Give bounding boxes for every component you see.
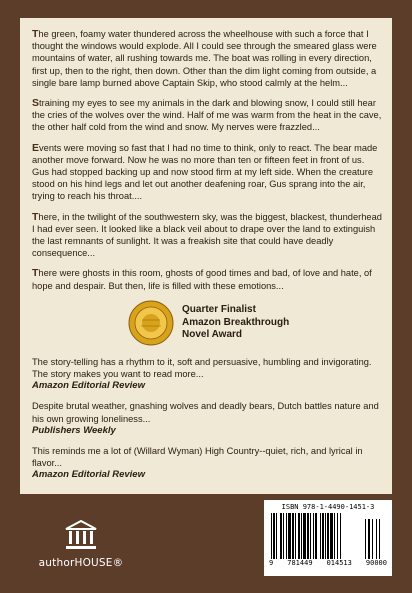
- excerpt-paragraphs: [32, 28, 382, 292]
- review-quote: [32, 356, 382, 393]
- barcode-digit-first: 9: [269, 559, 274, 567]
- excerpt-text: here were ghosts in this room, ghosts of good times and bad, of love and hate, of hope and despair. But then, life is filled with these emotions...: [32, 268, 372, 291]
- publisher-name: authorHOUSE®: [38, 557, 124, 569]
- review-text: This reminds me a lot of (Willard Wyman) High Country--quiet, rich, and lyrical in flavor...: [32, 446, 363, 469]
- drop-cap: T: [32, 28, 39, 40]
- excerpt-paragraph: [32, 211, 382, 260]
- award-text: [182, 304, 289, 342]
- excerpt-text: training my eyes to see my animals in the dark and blowing snow, I could still hear the cries of the wolves over the wind. Half of me was warm from the heat in the cave, the other half cold from the wind and snow. My nerves were frazzled...: [32, 98, 382, 133]
- review-quote: [32, 400, 382, 437]
- isbn-label: ISBN 978-1-4490-1451-3: [281, 503, 375, 511]
- review-text: The story-telling has a rhythm to it, soft and persuasive, humbling and invigorating. The story makes you want to read more...: [32, 356, 372, 380]
- barcode-digits-right: 014513: [326, 559, 352, 567]
- excerpt-text: he green, foamy water thundered across the wheelhouse with such a force that I thought the windows would explode. All I could see through the smeared glass were mountains of water, all rushing towards me. The boat was rolling in every direction, first up, then to the right, then down. Other than the dim light coming from outside, a single bare lamp burned above Captain Skip, who stood calmly at the helm...: [32, 29, 377, 88]
- building-columns-icon: [64, 520, 98, 550]
- award-block: [128, 300, 382, 346]
- back-cover-text-panel: [20, 18, 392, 494]
- drop-cap: S: [32, 97, 40, 110]
- isbn-barcode: [264, 500, 392, 576]
- drop-cap: E: [32, 141, 40, 154]
- drop-cap: T: [32, 210, 39, 223]
- review-text: Despite brutal weather, gnashing wolves and deadly bears, Dutch battles nature and his own growing loneliness...: [32, 401, 379, 424]
- drop-cap: T: [32, 267, 39, 280]
- excerpt-paragraph: [32, 97, 382, 134]
- review-source: Publishers Weekly: [32, 424, 116, 436]
- barcode-digits: [269, 559, 387, 567]
- barcode-digits-mid: 781449: [287, 559, 313, 567]
- excerpt-paragraph: [32, 28, 382, 89]
- excerpt-text: vents were moving so fast that I had no time to think, only to react. The bear made another move forward. Now he was no more than ten or fifteen feet in front of us. Gus had stopped backing up and now stood firm at my left side. When the creature stood on his hind legs and let out another deafening roar, Gus sprang into the air, trying to reach his throat....: [32, 142, 378, 202]
- award-line-3: Novel Award: [182, 329, 243, 341]
- award-seal-icon: [128, 300, 174, 346]
- award-line-1: Quarter Finalist: [182, 304, 256, 316]
- excerpt-text: here, in the twilight of the southwestern sky, was the biggest, blackest, thunderhead I had ever seen. It looked like a black veil about to drape over the land to extinguish the last remnants of sunlight. It was a freakish site that could have deadly consequence...: [32, 211, 382, 259]
- award-line-2: Amazon Breakthrough: [182, 316, 290, 328]
- barcode-bars: [269, 513, 387, 559]
- review-quote: [32, 445, 382, 482]
- price-code: 90000: [365, 559, 387, 567]
- excerpt-paragraph: [32, 267, 382, 291]
- review-source: Amazon Editorial Review: [32, 380, 145, 392]
- publisher-logo: [26, 520, 136, 569]
- excerpt-paragraph: [32, 142, 382, 203]
- review-source: Amazon Editorial Review: [32, 469, 145, 481]
